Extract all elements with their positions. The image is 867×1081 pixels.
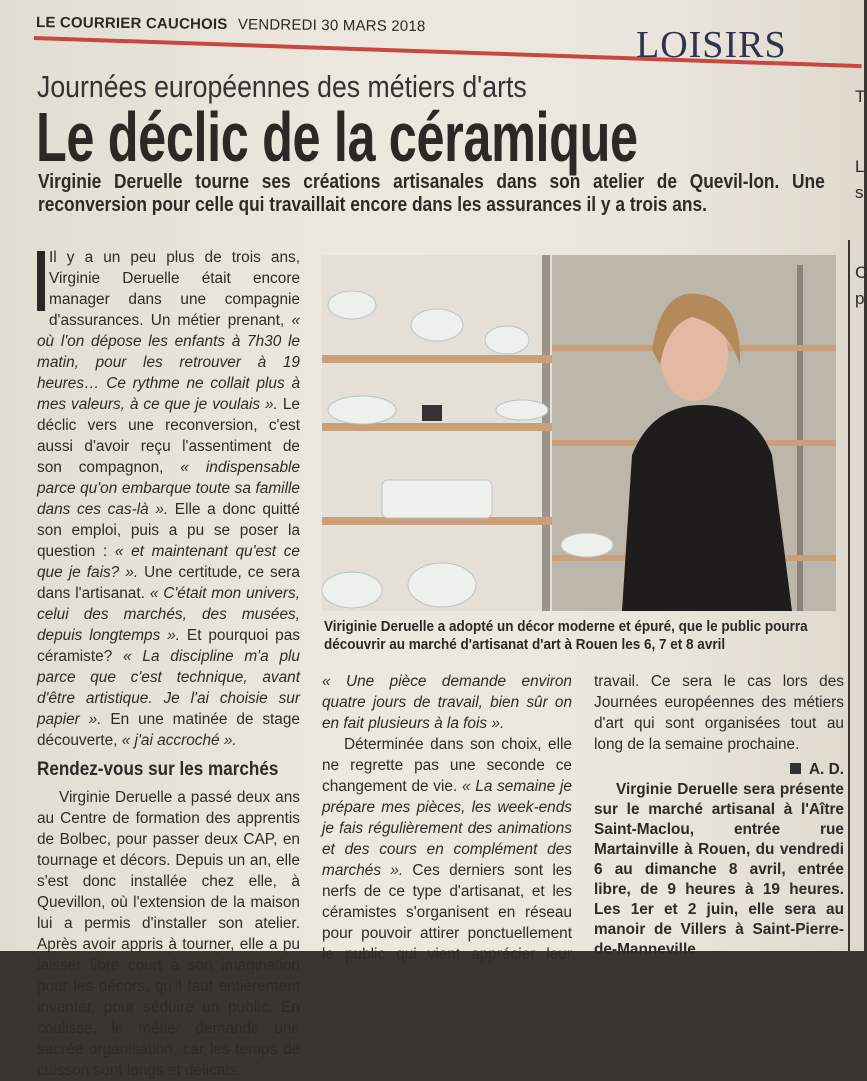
masthead [36,14,426,35]
adjacent-article-fragment: T [855,87,866,106]
article-photo [322,255,836,611]
quote-text: « C'était mon univers, celui des marchés, des musées, depuis longtemps ». [37,585,300,644]
body-text: Une certitude, ce sera dans l'artisanat. [37,564,300,602]
newspaper-name: LE COURRIER CAUCHOIS [35,14,228,34]
author-signature [594,759,844,780]
columns-2-3 [322,671,844,965]
body-text: Ces derniers sont les nerfs de ce type d'artisanat, et les céramistes s'organisent en réseau pour pouvoir attirer ponctuellement le public qui vient apprécier leur travail. Ce sera le cas lors des Journées européennes des métiers d'art qui sont organisées tout au long de la semaine prochaine. [322,673,844,963]
adjacent-article-fragment: L [855,157,865,176]
paragraph-1 [37,247,300,751]
body-text: Déterminée dans son choix, elle ne regrette pas une seconde ce changement de vie. [322,736,572,795]
body-text: Il y a un peu plus de trois ans, Virginie Deruelle était encore manager dans une compagnie d'assurances. Un métier prenant, [49,249,300,329]
ceramics-workshop-photo [322,255,836,611]
event-info: Virginie Deruelle sera présente sur le marché artisanal à l'Aître Saint-Maclou, entrée rue Martainville à Rouen, du vendredi 6 au dimanche 8 avril, entrée libre, de 9 heures à 19 heures. Les 1er et 2 juin, elle sera au manoir de Villers à Saint-Pierre-de-Manneville [594,781,844,958]
quote-text: « j'ai accroché ». [121,732,237,749]
quote-text: « La discipline m'a plu parce que c'est technique, avant d'être artistique. Je l'ai choisie sur papier ». [37,648,300,728]
section-rubric: LOISIRS [636,24,787,66]
headline: Le déclic de la céramique [36,98,638,176]
quote-text: « indispensable parce qu'on embarque toute sa famille dans ces cas-là ». [37,459,301,518]
body-text: Virginie Deruelle a passé deux ans au Centre de formation des apprentis de Bolbec, pour passer deux CAP, en tournage et décors. Depuis un an, elle s'est donc installée chez elle, à Quevillon, où l'extension de la maison lui a permis d'installer son atelier. Après avoir appris à tourner, elle a pu laisser libre court à son imagination pour les décors, qu'il faut entièrement inventer, pour séduire un public. En coulisse, le métier demande une sacrée organisation, car les temps de cuisson sont longs et délicats. [37,789,300,1079]
adjacent-article-fragment: s [855,183,864,202]
body-text: Et pourquoi pas céramiste? [37,627,300,665]
drop-cap-bar [37,251,45,311]
quote-text: « où l'on dépose les enfants à 7h30 le matin, pour les retrouver à 19 heures… Ce rythme ne collait plus à mes valeurs, à ce que je voulais ». [37,312,300,413]
square-bullet-icon [790,763,801,774]
paragraph-2 [37,787,300,1081]
adjacent-article-fragment: C [855,263,867,282]
subheading: Rendez-vous sur les marchés [37,759,279,780]
column-rule [848,240,850,951]
column-1 [37,247,300,1081]
photo-caption: Viriginie Deruelle a adopté un décor moderne et épuré, que le public pourra découvrir au marché d'artisanat d'art à Rouen les 6, 7 et 8 avril [324,618,808,653]
quote-text: « Une pièce demande environ quatre jours de travail, bien sûr on en fait plusieurs à la fois ». [322,673,572,732]
author-initials: A. D. [808,761,844,778]
body-text: Le déclic vers une reconversion, c'est aussi d'avoir reçu l'assentiment de son compagnon, [37,396,300,476]
adjacent-article-fragment: p [855,289,865,308]
issue-date: VENDREDI 30 MARS 2018 [237,16,426,36]
body-text: En une matinée de stage découverte, [37,711,300,749]
body-text: Elle a donc quitté son emploi, puis a pu se poser la question : [37,501,300,560]
lede: Virginie Deruelle tourne ses créations artisanales dans son atelier de Quevil-lon. Une reconversion pour celle qui travaillait encore dans les assurances il y a trois ans. [38,170,825,216]
paragraph-2-quote [322,671,572,734]
quote-text: « et maintenant qu'est ce que je fais? ». [37,543,300,581]
kicker: Journées européennes des métiers d'arts [37,69,527,104]
quote-text: « La semaine je prépare mes pièces, les week-ends je fais régulièrement des animations et des cours en complément des marchés ». [322,778,572,879]
